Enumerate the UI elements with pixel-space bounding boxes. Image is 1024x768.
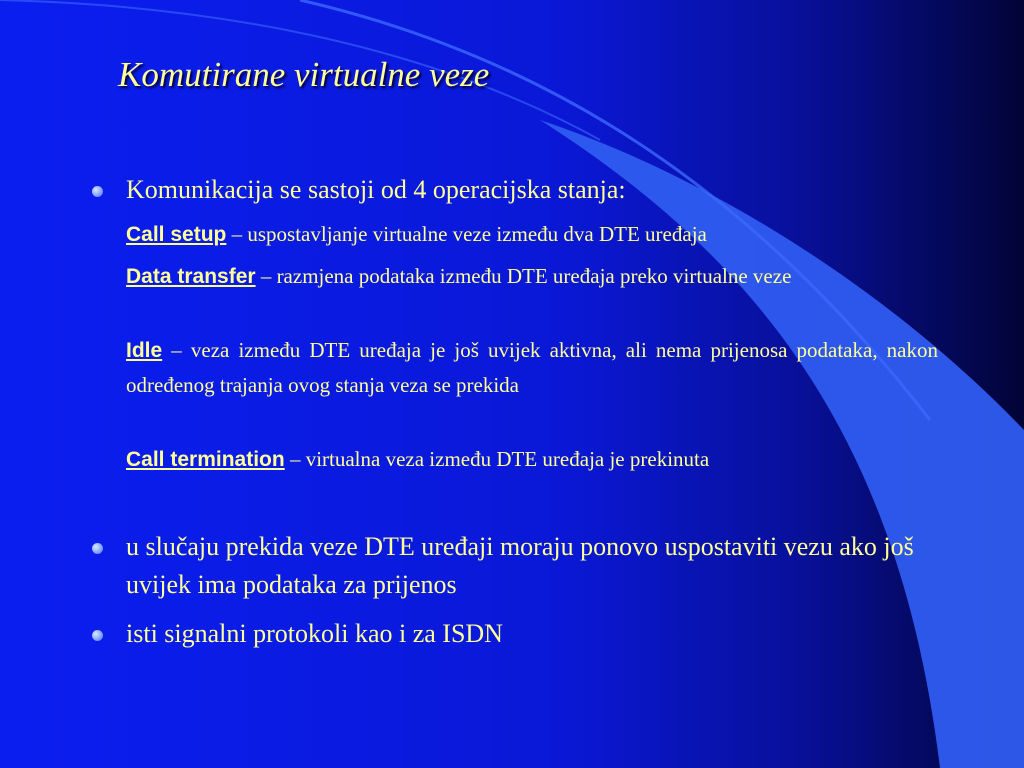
bullet-icon [92,543,103,554]
state-term: Idle [126,339,163,362]
state-term: Call setup [126,223,227,246]
state-term: Call termination [126,448,285,471]
state-call-termination [126,442,938,477]
bullet-text-2: u slučaju prekida veze DTE uređaji moraju ponovo uspostaviti vezu ako još uvijek ima podataka za prijenos [126,532,914,599]
state-desc: – uspostavljanje virtualne veze između dva DTE uređaja [226,222,707,246]
bullet-text-3: isti signalni protokoli kao i za ISDN [126,619,503,648]
bullet-icon [92,186,103,197]
state-idle [126,333,938,402]
state-data-transfer [126,259,938,294]
state-desc: – razmjena podataka između DTE uređaja preko virtualne veze [255,264,792,288]
state-term: Data transfer [126,265,256,288]
slide-title: Komutirane virtualne veze [118,55,490,94]
state-desc: – virtualna veza između DTE uređaja je prekinuta [284,447,710,471]
bullet-icon [92,630,103,641]
state-desc: – veza između DTE uređaja je još uvijek aktivna, ali nema prijenosa podataka, nakon određenog trajanja ovog stanja veza se prekida [126,338,938,397]
state-call-setup [126,217,938,252]
bullet-text-1: Komunikacija se sastoji od 4 operacijska stanja: [126,175,626,204]
